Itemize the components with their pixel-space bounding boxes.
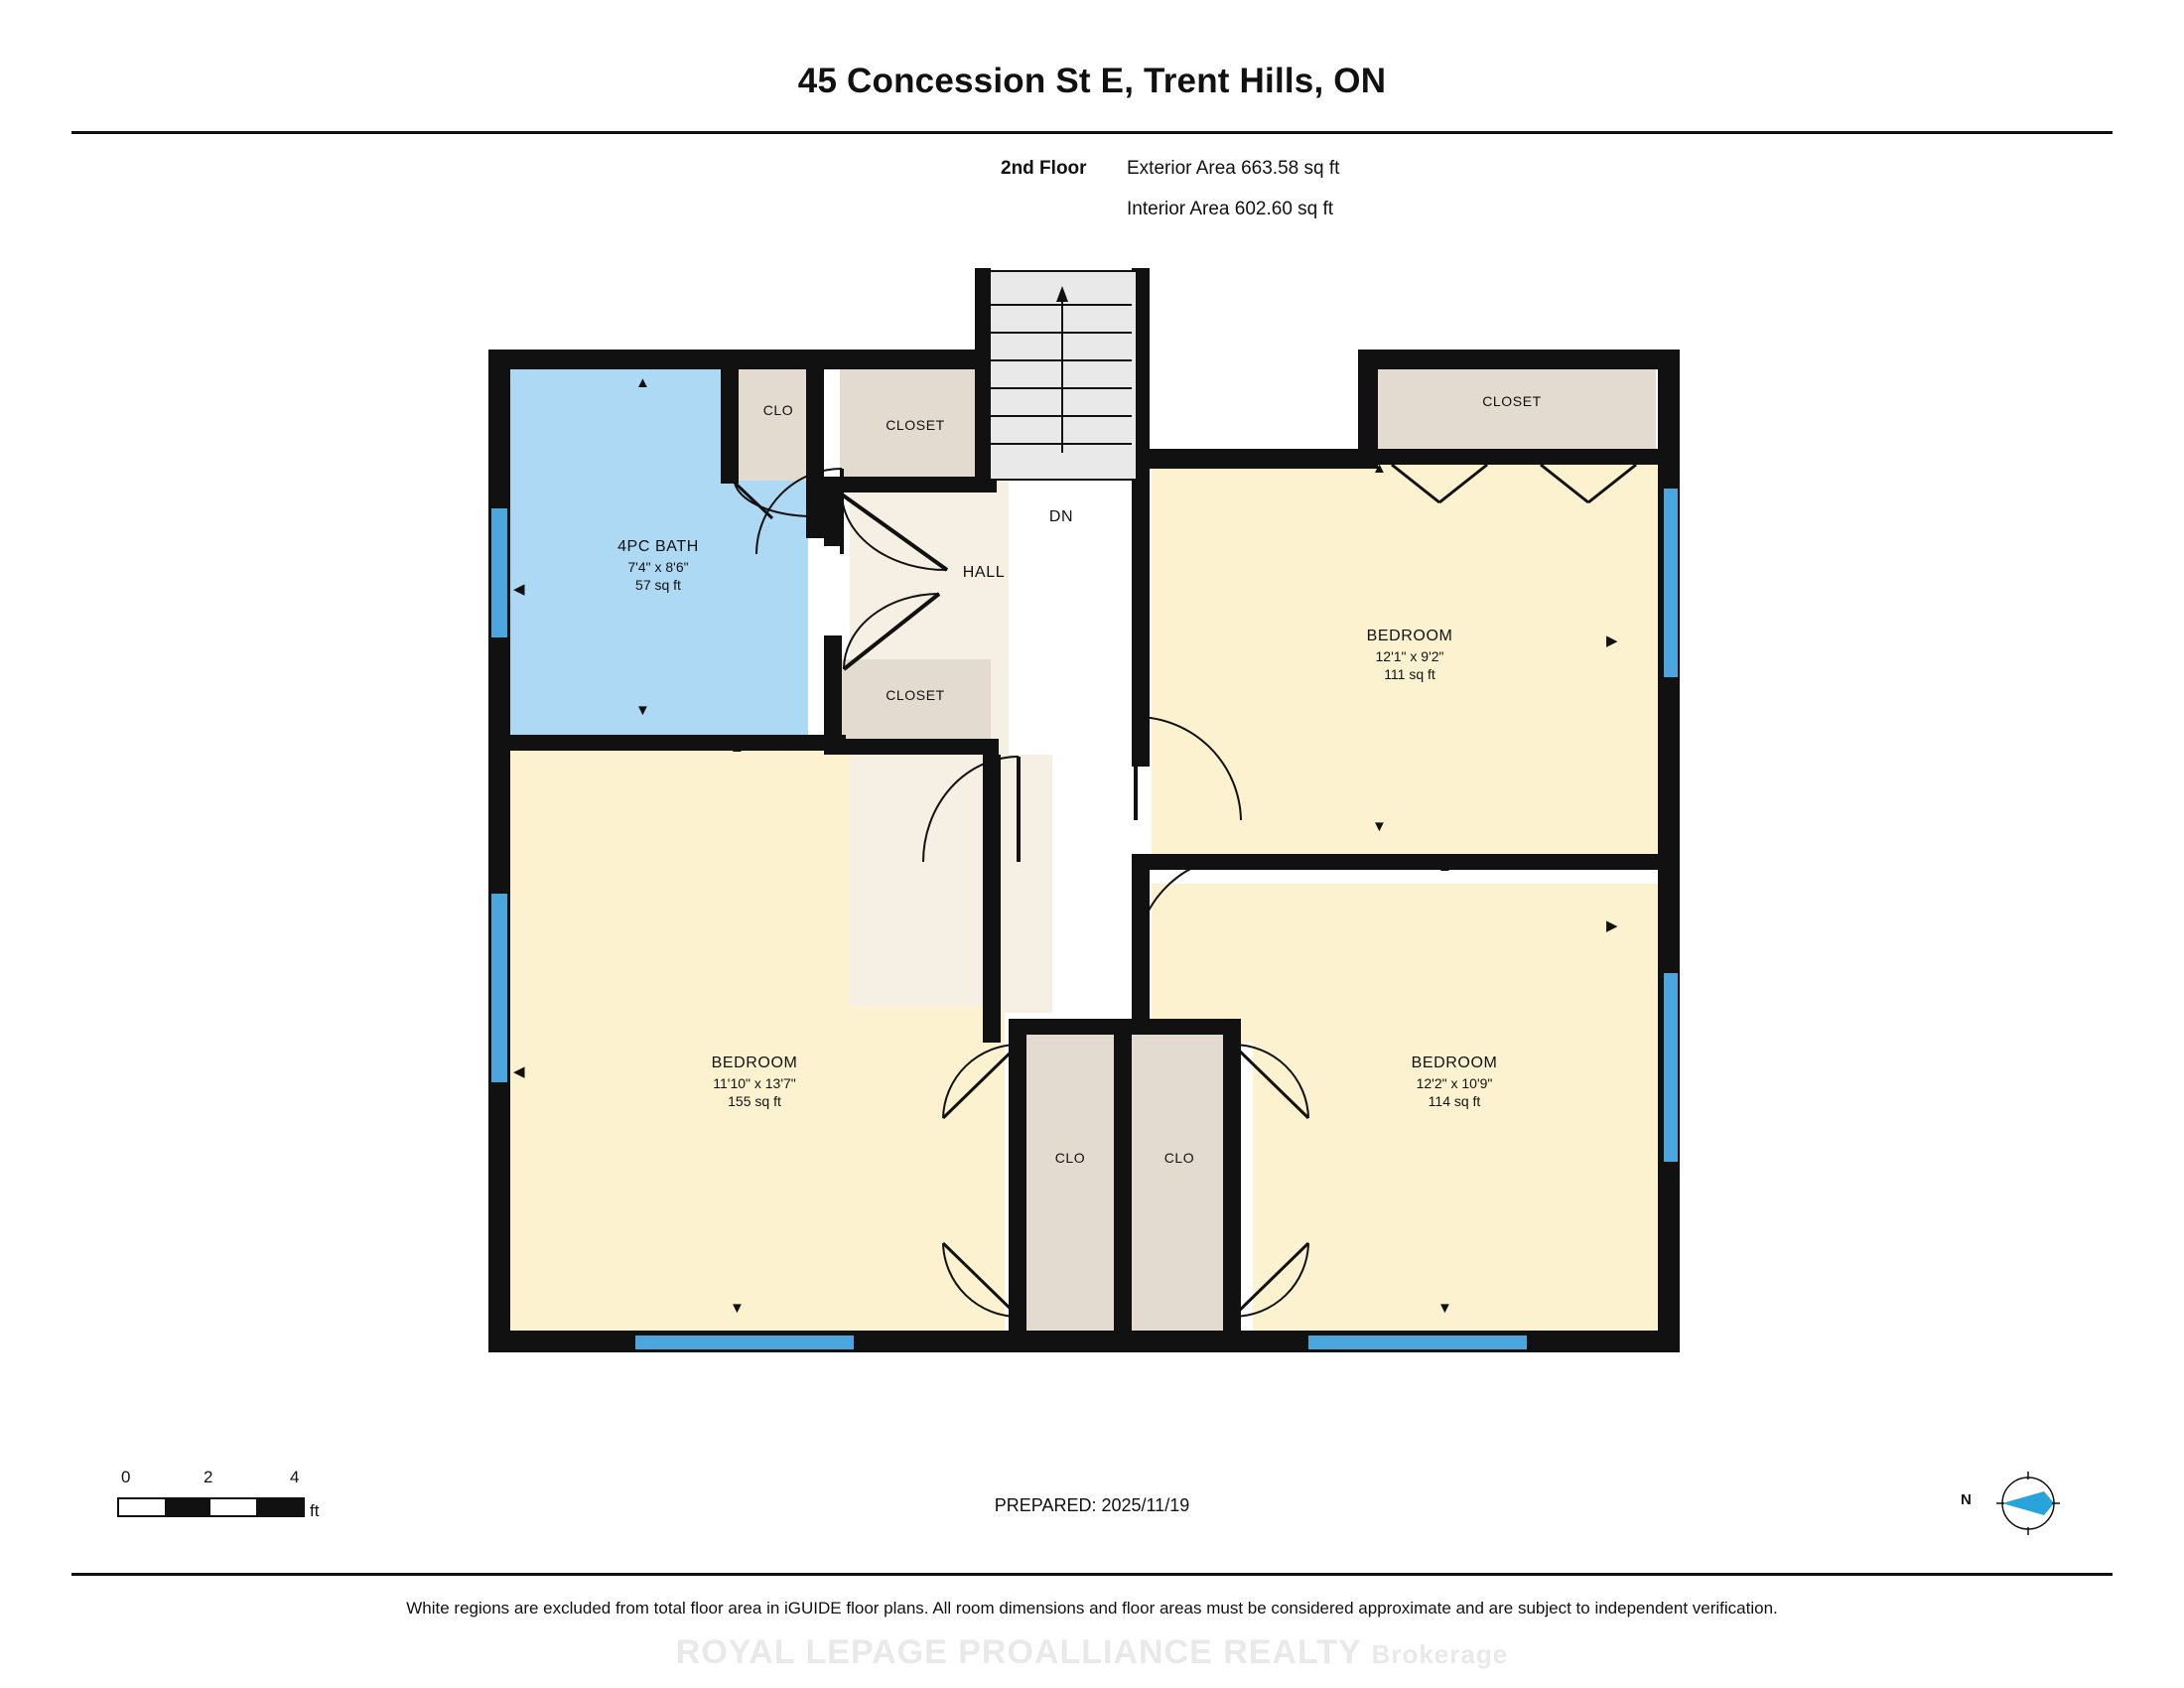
interior-area-text: Interior Area 602.60 sq ft (1127, 199, 1334, 219)
dim-arrow-up: ▲ (1437, 858, 1452, 875)
dim-arrow-right: ▶ (1606, 633, 1618, 649)
wall-closet-mid-left-bottom (824, 739, 999, 755)
compass-rose (1961, 1460, 2070, 1539)
door-bedroom-southeast (1134, 854, 1243, 963)
scale-tick-0: 0 (121, 1468, 131, 1486)
label-bedroom-northwest (645, 1053, 864, 1111)
disclaimer-text: White regions are excluded from total floor area in iGUIDE floor plans. All room dimensions and floor areas must be considered approximate and are subject to independent verification. (406, 1599, 1778, 1618)
scale-tick-2: 2 (204, 1468, 213, 1486)
door-closet-top-right-left (1390, 463, 1489, 504)
closet-clo-bottom-right (1132, 1033, 1227, 1340)
wall-exterior-top-left (488, 350, 838, 369)
label-bath-dims: 7'4" x 8'6" (627, 558, 689, 575)
stair-direction-arrow (1052, 284, 1072, 458)
wall-exterior-top-right (1132, 449, 1364, 469)
brokerage-watermark (0, 1633, 2184, 1672)
exterior-area-text: Exterior Area 663.58 sq ft (1127, 158, 1340, 179)
wall-exterior-top-right2 (1358, 350, 1678, 369)
dim-arrow-right: ▶ (1606, 917, 1618, 934)
dim-arrow-down: ▼ (730, 1300, 745, 1317)
window-east-bedroom-ne (1664, 489, 1678, 677)
footer-divider (71, 1573, 2113, 1576)
dim-arrow-down: ▼ (635, 702, 650, 719)
closet-top-right (1368, 361, 1656, 461)
label-bedroom-se-dims: 12'2" x 10'9" (1416, 1074, 1493, 1091)
window-east-bedroom-se (1664, 973, 1678, 1162)
window-west-bedroom-nw (491, 894, 507, 1082)
wall-clo-divider-top (721, 350, 739, 484)
label-bedroom-nw-area: 155 sq ft (728, 1093, 781, 1110)
label-clo-bottom-right: CLO (1163, 1150, 1195, 1166)
page-title: 45 Concession St E, Trent Hills, ON (797, 62, 1387, 100)
label-bedroom-nw-dims: 11'10" x 13'7" (713, 1074, 796, 1091)
dim-arrow-left: ◀ (513, 581, 525, 598)
door-clo-bottom-right-top (1231, 1043, 1310, 1122)
door-clo-bottom-left-bottom (941, 1241, 1021, 1321)
dim-arrow-left: ◀ (513, 1063, 525, 1080)
room-bedroom-southeast (1253, 884, 1666, 1340)
closet-clo-bottom-left (1024, 1033, 1116, 1340)
label-closet-top-right: CLOSET (1482, 393, 1542, 409)
label-bedroom-se-name: BEDROOM (1411, 1055, 1498, 1071)
wall-exterior-top-mid (838, 350, 997, 369)
dim-arrow-down: ▼ (1437, 1300, 1452, 1317)
wall-bath-bottom (488, 735, 846, 751)
dim-arrow-up: ▲ (635, 374, 650, 391)
door-closet-top-right-right (1539, 463, 1638, 504)
wall-clo-bottom-divider (1114, 1019, 1132, 1352)
dim-arrow-up: ▲ (1372, 460, 1387, 477)
label-closet-mid-left: CLOSET (886, 687, 945, 703)
label-bedroom-northeast (1300, 626, 1519, 684)
window-south-bedroom-se (1308, 1336, 1527, 1349)
label-stairs-dn: DN (1048, 508, 1074, 525)
label-bedroom-ne-dims: 12'1" x 9'2" (1375, 647, 1444, 664)
label-hall: HALL (962, 564, 1006, 581)
label-bedroom-southeast (1345, 1053, 1564, 1111)
prepared-date: PREPARED: 2025/11/19 (994, 1495, 1190, 1515)
label-closet-top-mid: CLOSET (886, 417, 945, 433)
dim-arrow-up: ▲ (730, 739, 745, 756)
label-clo-top-left: CLO (762, 402, 794, 418)
label-4pc-bath (559, 536, 757, 595)
watermark-brand: ROYAL LEPAGE PROALLIANCE REALTY (675, 1633, 1362, 1671)
label-bath-area: 57 sq ft (635, 577, 681, 594)
door-clo-bottom-right-bottom (1231, 1241, 1310, 1321)
wall-exterior-left (488, 350, 510, 1352)
door-bedroom-northeast (1134, 715, 1243, 824)
label-bedroom-ne-area: 111 sq ft (1384, 666, 1435, 683)
window-west-bath (491, 508, 507, 637)
label-bedroom-nw-name: BEDROOM (711, 1055, 798, 1071)
compass-north-label: N (1961, 1491, 1972, 1508)
door-bedroom-northwest (921, 755, 1021, 864)
scale-unit-label: ft (310, 1501, 320, 1520)
wall-clo-bottom-top-right (1114, 1019, 1241, 1035)
door-clo-top-left (733, 481, 816, 520)
window-south-bedroom-nw (635, 1336, 854, 1349)
door-closet-mid-left (842, 592, 941, 671)
wall-closet-top-mid-bottom (824, 477, 997, 492)
scale-tick-4: 4 (290, 1468, 300, 1486)
door-clo-bottom-left-top (941, 1043, 1021, 1122)
watermark-subtitle: Brokerage (1371, 1639, 1509, 1669)
dim-arrow-left: ◀ (1132, 633, 1144, 649)
label-bedroom-ne-name: BEDROOM (1366, 628, 1453, 644)
dim-arrow-down: ▼ (1372, 818, 1387, 835)
door-closet-top-mid (840, 492, 949, 572)
label-bath-name: 4PC BATH (617, 538, 699, 555)
label-clo-bottom-left: CLO (1054, 1150, 1086, 1166)
floor-label: 2nd Floor (1001, 158, 1087, 179)
label-bedroom-se-area: 114 sq ft (1428, 1093, 1481, 1110)
